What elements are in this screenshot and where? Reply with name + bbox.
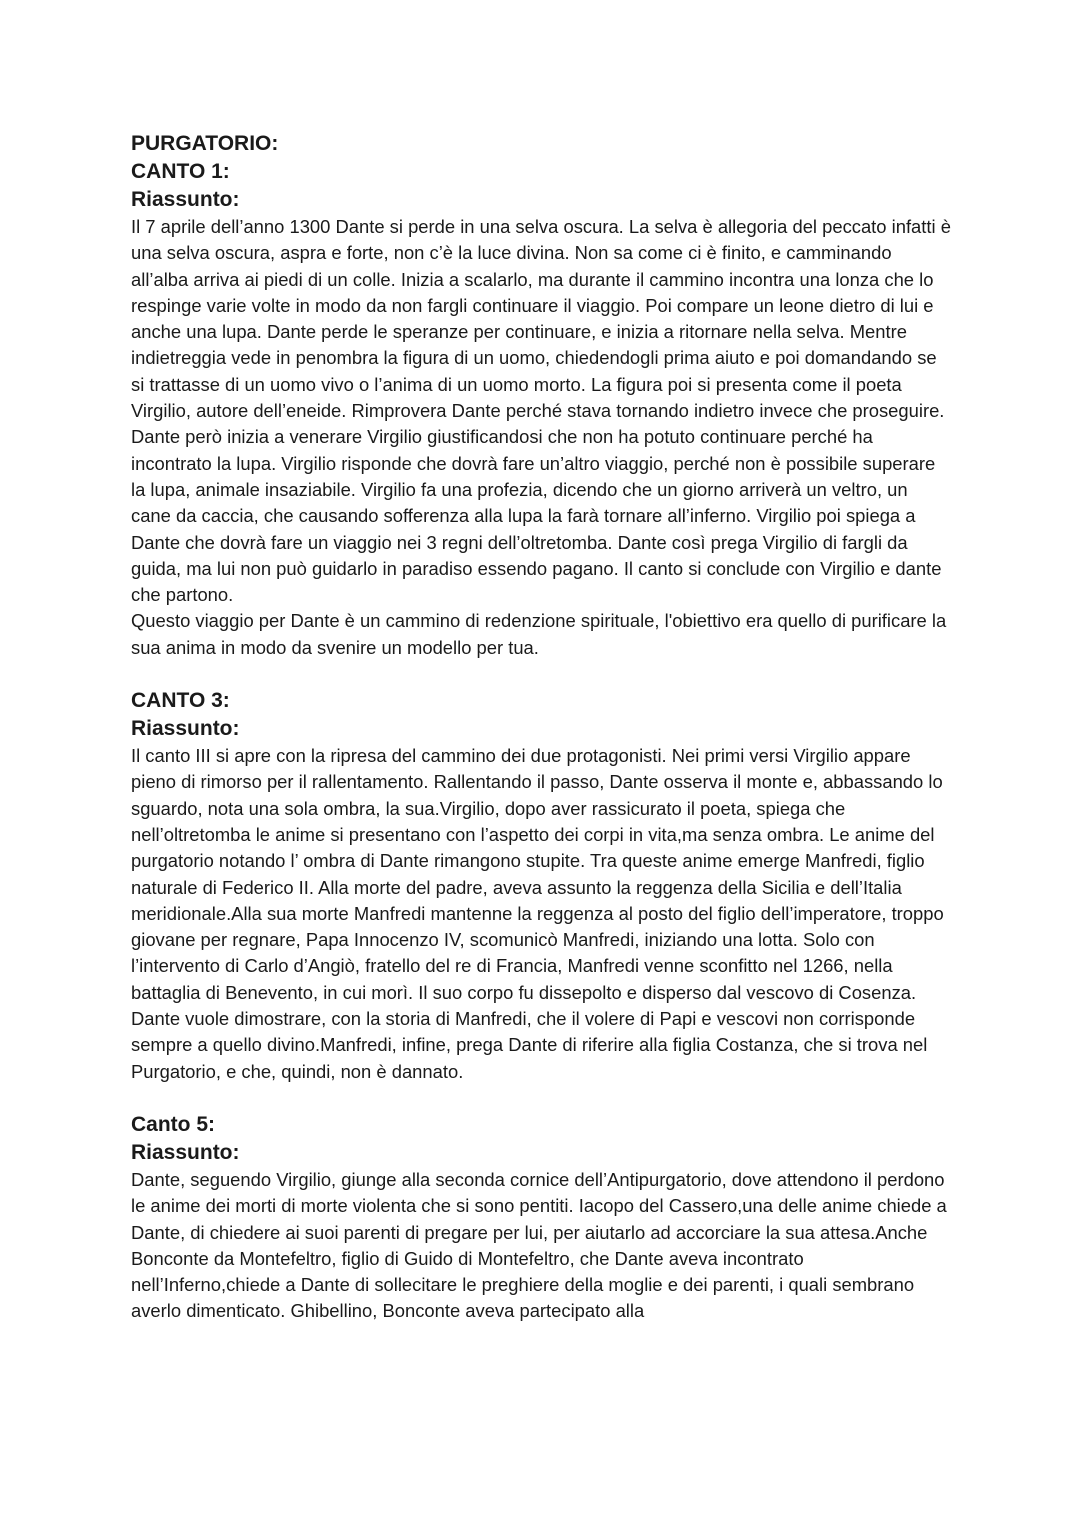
section-canto-1 — [131, 158, 951, 661]
section-subheading: Riassunto: — [131, 1140, 240, 1164]
paragraph: Il 7 aprile dell’anno 1300 Dante si perde in una selva oscura. La selva è allegoria del peccato infatti è una selva oscura, aspra e forte, non c’è la luce divina. Non sa come ci è finito, e camminando all’alba arriva ai piedi di un colle. Inizia a scalarlo, ma durante il cammino incontra una lonza che lo respinge varie volte in modo da non fargli continuare il viaggio. Poi compare un leone dietro di lui e anche una lupa. Dante perde le speranze per continuare, e inizia a ritornare nella selva. Mentre indietreggia vede in penombra la figura di un uomo, chiedendogli prima aiuto e poi domandando se si trattasse di un uomo vivo o l’anima di un uomo morto. La figura poi si presenta come il poeta Virgilio, autore dell’eneide. Rimprovera Dante perché stava tornando indietro invece che proseguire. Dante però inizia a venerare Virgilio giustificandosi che non ha potuto continuare perché ha incontrato la lupa. Virgilio risponde che dovrà fare un’altro viaggio, perché non è possibile superare la lupa, animale insaziabile. Virgilio fa una profezia, dicendo che un giorno arriverà un veltro, un cane da caccia, che causando sofferenza alla lupa la farà tornare all’inferno. Virgilio poi spiega a Dante che dovrà fare un viaggio nei 3 regni dell’oltretomba. Dante così prega Virgilio di fargli da guida, ma lui non può guidarlo in paradiso essendo pagano. Il canto si conclude con Virgilio e dante che partono. — [131, 216, 951, 606]
section-heading: Canto 5: — [131, 1112, 215, 1136]
section-heading: CANTO 1: — [131, 160, 230, 183]
section-heading: CANTO 3: — [131, 689, 230, 713]
section-subheading: Riassunto: — [131, 717, 240, 741]
document-title: PURGATORIO: — [131, 132, 279, 155]
document-page — [131, 130, 951, 1325]
paragraph: Dante, seguendo Virgilio, giunge alla seconda cornice dell’Antipurgatorio, dove attendono il perdono le anime dei morti di morte violenta che si sono pentiti. Iacopo del Cassero,una delle anime chiede a Dante, di chiedere ai suoi parenti di pregare per lui, per aiutarlo ad accorciare la sua attesa.Anche Bonconte da Montefeltro, figlio di Guido di Montefeltro, che Dante aveva incontrato nell’Inferno,chiede a Dante di sollecitare le preghiere della moglie e dei parenti, i quali sembrano averlo dimenticato. Ghibellino, Bonconte aveva partecipato alla — [131, 1168, 947, 1322]
section-canto-5 — [131, 1111, 951, 1325]
section-subheading: Riassunto: — [131, 188, 240, 211]
paragraph: Questo viaggio per Dante è un cammino di redenzione spirituale, l'obiettivo era quello di purificare la sua anima in modo da svenire un modello per tua. — [131, 610, 947, 658]
paragraph: Il canto III si apre con la ripresa del cammino dei due protagonisti. Nei primi versi Virgilio appare pieno di rimorso per il rallentamento. Rallentando il passo, Dante osserva il monte e, abbassando lo sguardo, nota una sola ombra, la sua.Virgilio, dopo aver rassicurato il poeta, spiega che nell’oltretomba le anime si presentano con l’aspetto dei corpi in vita,ma senza ombra. Le anime del purgatorio notando l’ ombra di Dante rimangono stupite. Tra queste anime emerge Manfredi, figlio naturale di Federico II. Alla morte del padre, aveva assunto la reggenza della Sicilia e dell’Italia meridionale.Alla sua morte Manfredi mantenne la reggenza al posto del figlio dell’imperatore, troppo giovane per regnare, Papa Innocenzo IV, scomunicò Manfredi, iniziando una lotta. Solo con l’intervento di Carlo d’Angiò, fratello del re di Francia, Manfredi venne sconfitto nel 1266, nella battaglia di Benevento, in cui morì. Il suo corpo fu dissepolto e disperso dal vescovo di Cosenza. Dante vuole dimostrare, con la storia di Manfredi, che il volere di Papi e vescovi non corrisponde sempre a quello divino.Manfredi, infine, prega Dante di riferire alla figlia Costanza, che si trova nel Purgatorio, e che, quindi, non è dannato. — [131, 745, 944, 1082]
section-canto-3 — [131, 687, 951, 1085]
